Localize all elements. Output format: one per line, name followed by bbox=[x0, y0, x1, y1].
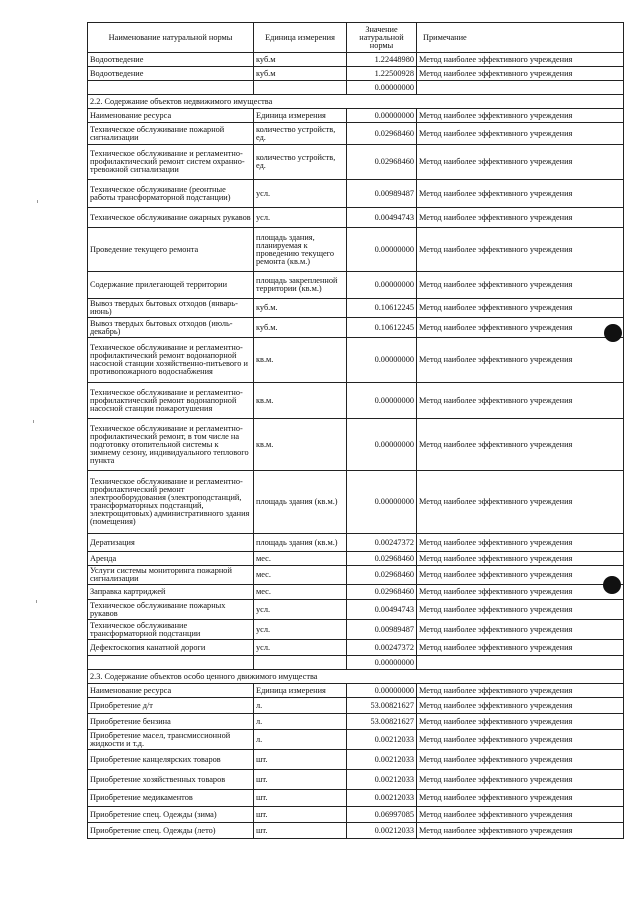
cell-note: Метод наиболее эффективного учреждения bbox=[417, 770, 624, 790]
cell-name: Техническое обслуживание пожарной сигнализации bbox=[88, 123, 254, 145]
cell-value: 0.02968460 bbox=[347, 552, 417, 566]
cell-note: Метод наиболее эффективного учреждения bbox=[417, 790, 624, 807]
cell-unit: шт. bbox=[254, 770, 347, 790]
cell-note: Метод наиболее эффективного учреждения bbox=[417, 53, 624, 67]
cell-unit: л. bbox=[254, 730, 347, 750]
cell-value: 0.00494743 bbox=[347, 600, 417, 620]
cell-name: Приобретение хозяйственных товаров bbox=[88, 770, 254, 790]
cell-note: Метод наиболее эффективного учреждения bbox=[417, 338, 624, 383]
cell-value: 0.02968460 bbox=[347, 123, 417, 145]
table-row bbox=[88, 807, 624, 823]
cell-value: 0.00000000 bbox=[347, 684, 417, 698]
section-row bbox=[88, 95, 624, 109]
cell-unit: площадь здания (кв.м.) bbox=[254, 471, 347, 534]
cell-value: 0.00212033 bbox=[347, 823, 417, 839]
cell-name: Вывоз твердых бытовых отходов (январь-июнь) bbox=[88, 299, 254, 318]
cell-name: Аренда bbox=[88, 552, 254, 566]
cell-value: 0.00000000 bbox=[347, 419, 417, 471]
cell-value: 0.00000000 bbox=[347, 338, 417, 383]
cell-name: Водоотведение bbox=[88, 67, 254, 81]
cell-unit: шт. bbox=[254, 823, 347, 839]
cell-name: Вывоз твердых бытовых отходов (июль-декабрь) bbox=[88, 318, 254, 338]
cell-name: Техническое обслуживание трансформаторной подстанции bbox=[88, 620, 254, 640]
cell-note: Метод наиболее эффективного учреждения bbox=[417, 750, 624, 770]
table-row bbox=[88, 338, 624, 383]
table-row bbox=[88, 600, 624, 620]
cell-unit: шт. bbox=[254, 807, 347, 823]
cell-value: 0.00494743 bbox=[347, 208, 417, 228]
cell-value: 0.00989487 bbox=[347, 620, 417, 640]
cell-name: Приобретение медикаментов bbox=[88, 790, 254, 807]
cell-unit: усл. bbox=[254, 208, 347, 228]
cell-value: 0.02968460 bbox=[347, 566, 417, 585]
header-name: Наименование натуральной нормы bbox=[88, 23, 254, 53]
cell-note: Метод наиболее эффективного учреждения bbox=[417, 109, 624, 123]
cell-unit: кв.м. bbox=[254, 338, 347, 383]
table-row bbox=[88, 790, 624, 807]
cell-name: Дератизация bbox=[88, 534, 254, 552]
cell-name: Приобретение д/т bbox=[88, 698, 254, 714]
cell-note: Метод наиболее эффективного учреждения bbox=[417, 145, 624, 180]
cell-note: Метод наиболее эффективного учреждения bbox=[417, 566, 624, 585]
cell-note: Метод наиболее эффективного учреждения bbox=[417, 383, 624, 419]
cell-unit: кв.м. bbox=[254, 383, 347, 419]
cell-unit: Единица измерения bbox=[254, 684, 347, 698]
table-row bbox=[88, 534, 624, 552]
cell-value: 0.02968460 bbox=[347, 585, 417, 600]
cell-value: 0.00212033 bbox=[347, 790, 417, 807]
cell-value: 0.02968460 bbox=[347, 145, 417, 180]
cell-value: 0.00000000 bbox=[347, 471, 417, 534]
cell-unit: л. bbox=[254, 698, 347, 714]
cell-value: 0.00000000 bbox=[347, 272, 417, 299]
cell-note: Метод наиболее эффективного учреждения bbox=[417, 180, 624, 208]
cell-name: Приобретение канцелярских товаров bbox=[88, 750, 254, 770]
cell-note: Метод наиболее эффективного учреждения bbox=[417, 714, 624, 730]
table-row bbox=[88, 109, 624, 123]
cell-note: Метод наиболее эффективного учреждения bbox=[417, 620, 624, 640]
cell-value: 0.00212033 bbox=[347, 770, 417, 790]
cell-note: Метод наиболее эффективного учреждения bbox=[417, 640, 624, 656]
cell-name: Техническое обслуживание пожарных рукавов bbox=[88, 600, 254, 620]
table-row bbox=[88, 730, 624, 750]
cell-note bbox=[417, 656, 624, 670]
cell-note: Метод наиболее эффективного учреждения bbox=[417, 419, 624, 471]
cell-unit: усл. bbox=[254, 640, 347, 656]
table-row bbox=[88, 566, 624, 585]
cell-name bbox=[88, 656, 254, 670]
table-row bbox=[88, 272, 624, 299]
cell-note: Метод наиболее эффективного учреждения bbox=[417, 823, 624, 839]
table-row bbox=[88, 656, 624, 670]
cell-name: Наименование ресурса bbox=[88, 684, 254, 698]
cell-value: 0.10612245 bbox=[347, 318, 417, 338]
section-title: 2.3. Содержание объектов особо ценного движимого имущества bbox=[88, 670, 624, 684]
cell-note: Метод наиболее эффективного учреждения bbox=[417, 534, 624, 552]
cell-name: Приобретение бензина bbox=[88, 714, 254, 730]
punch-hole-mark bbox=[603, 576, 621, 594]
scan-speck bbox=[33, 420, 34, 423]
table-row bbox=[88, 383, 624, 419]
cell-name: Техническое обслуживание ожарных рукавов bbox=[88, 208, 254, 228]
cell-unit: шт. bbox=[254, 750, 347, 770]
table-row bbox=[88, 67, 624, 81]
table-row bbox=[88, 640, 624, 656]
table-row bbox=[88, 53, 624, 67]
cell-name: Техническое обслуживание (реонтные работы трансформаторной подстанции) bbox=[88, 180, 254, 208]
cell-value: 0.00247372 bbox=[347, 640, 417, 656]
cell-name: Приобретение спец. Одежды (лето) bbox=[88, 823, 254, 839]
cell-value: 0.00000000 bbox=[347, 656, 417, 670]
cell-value: 0.00000000 bbox=[347, 383, 417, 419]
norms-table bbox=[87, 22, 624, 839]
table-row bbox=[88, 419, 624, 471]
scan-speck bbox=[37, 200, 38, 203]
cell-note: Метод наиболее эффективного учреждения bbox=[417, 318, 624, 338]
table-row bbox=[88, 81, 624, 95]
cell-value: 0.06997085 bbox=[347, 807, 417, 823]
cell-name: Наименование ресурса bbox=[88, 109, 254, 123]
header-note: Примечание bbox=[417, 23, 624, 53]
cell-note: Метод наиболее эффективного учреждения bbox=[417, 123, 624, 145]
cell-value: 0.00212033 bbox=[347, 750, 417, 770]
table-row bbox=[88, 180, 624, 208]
scan-speck bbox=[36, 600, 37, 603]
cell-name: Техническое обслуживание и регламентно-профилактический ремонт, в том числе на подготовку отопительной системы к зимнему сезону, индивидуального теплового пункта bbox=[88, 419, 254, 471]
cell-unit: площадь здания (кв.м.) bbox=[254, 534, 347, 552]
cell-note: Метод наиболее эффективного учреждения bbox=[417, 272, 624, 299]
cell-unit bbox=[254, 656, 347, 670]
cell-note: Метод наиболее эффективного учреждения bbox=[417, 208, 624, 228]
cell-name: Техническое обслуживание и регламентно-профилактический ремонт электрооборудования (электроподстанций, трансформаторных подстанций, электрощитовых) административного здания (помещения) bbox=[88, 471, 254, 534]
header-value: Значение натуральной нормы bbox=[347, 23, 417, 53]
cell-note: Метод наиболее эффективного учреждения bbox=[417, 299, 624, 318]
cell-unit: шт. bbox=[254, 790, 347, 807]
cell-value: 0.00212033 bbox=[347, 730, 417, 750]
table-row bbox=[88, 714, 624, 730]
cell-unit: куб.м. bbox=[254, 299, 347, 318]
cell-name: Техническое обслуживание и регламентно-профилактический ремонт водонапорной насосной станции пожаротушения bbox=[88, 383, 254, 419]
cell-unit: мес. bbox=[254, 566, 347, 585]
cell-unit bbox=[254, 81, 347, 95]
cell-note: Метод наиболее эффективного учреждения bbox=[417, 698, 624, 714]
cell-unit: куб.м. bbox=[254, 318, 347, 338]
cell-unit: л. bbox=[254, 714, 347, 730]
cell-unit: куб.м bbox=[254, 53, 347, 67]
table-row bbox=[88, 698, 624, 714]
table-row bbox=[88, 299, 624, 318]
cell-name: Водоотведение bbox=[88, 53, 254, 67]
cell-unit: куб.м bbox=[254, 67, 347, 81]
table-row bbox=[88, 750, 624, 770]
cell-unit: количество устройств, ед. bbox=[254, 145, 347, 180]
cell-value: 0.00247372 bbox=[347, 534, 417, 552]
cell-name: Услуги системы мониторинга пожарной сигнализации bbox=[88, 566, 254, 585]
cell-note: Метод наиболее эффективного учреждения bbox=[417, 684, 624, 698]
header-unit: Единица измерения bbox=[254, 23, 347, 53]
cell-name bbox=[88, 81, 254, 95]
cell-value: 0.00000000 bbox=[347, 109, 417, 123]
cell-note: Метод наиболее эффективного учреждения bbox=[417, 471, 624, 534]
cell-name: Дефектоскопия канатной дороги bbox=[88, 640, 254, 656]
table-row bbox=[88, 228, 624, 272]
cell-value: 0.00989487 bbox=[347, 180, 417, 208]
table-row bbox=[88, 145, 624, 180]
table-row bbox=[88, 770, 624, 790]
cell-note: Метод наиболее эффективного учреждения bbox=[417, 730, 624, 750]
cell-value: 1.22448980 bbox=[347, 53, 417, 67]
cell-value: 0.00000000 bbox=[347, 81, 417, 95]
cell-unit: Единица измерения bbox=[254, 109, 347, 123]
cell-unit: кв.м. bbox=[254, 419, 347, 471]
cell-note: Метод наиболее эффективного учреждения bbox=[417, 552, 624, 566]
section-title: 2.2. Содержание объектов недвижимого имущества bbox=[88, 95, 624, 109]
cell-value: 53.00821627 bbox=[347, 714, 417, 730]
cell-value: 53.00821627 bbox=[347, 698, 417, 714]
cell-note: Метод наиболее эффективного учреждения bbox=[417, 600, 624, 620]
table-row bbox=[88, 552, 624, 566]
cell-unit: усл. bbox=[254, 600, 347, 620]
cell-value: 0.10612245 bbox=[347, 299, 417, 318]
cell-unit: площадь закрепленной территории (кв.м.) bbox=[254, 272, 347, 299]
cell-name: Заправка картриджей bbox=[88, 585, 254, 600]
cell-note bbox=[417, 81, 624, 95]
cell-note: Метод наиболее эффективного учреждения bbox=[417, 807, 624, 823]
cell-unit: усл. bbox=[254, 180, 347, 208]
cell-value: 1.22500928 bbox=[347, 67, 417, 81]
table-row bbox=[88, 208, 624, 228]
table-row bbox=[88, 585, 624, 600]
cell-unit: мес. bbox=[254, 552, 347, 566]
table-row bbox=[88, 684, 624, 698]
cell-name: Приобретение спец. Одежды (зима) bbox=[88, 807, 254, 823]
cell-note: Метод наиболее эффективного учреждения bbox=[417, 228, 624, 272]
section-row bbox=[88, 670, 624, 684]
cell-name: Техническое обслуживание и регламентно-профилактический ремонт водонапорной насосной станции хозяйственно-питьевого и противопожарного водоснабжения bbox=[88, 338, 254, 383]
table-row bbox=[88, 123, 624, 145]
cell-unit: площадь здания, планируемая к проведению текущего ремонта (кв.м.) bbox=[254, 228, 347, 272]
table-row bbox=[88, 620, 624, 640]
cell-name: Содержание прилегающей территории bbox=[88, 272, 254, 299]
punch-hole-mark bbox=[604, 324, 622, 342]
cell-name: Приобретение масел, трансмиссионной жидкости и т.д. bbox=[88, 730, 254, 750]
cell-unit: количество устройств, ед. bbox=[254, 123, 347, 145]
cell-value: 0.00000000 bbox=[347, 228, 417, 272]
cell-note: Метод наиболее эффективного учреждения bbox=[417, 585, 624, 600]
table-header-row bbox=[88, 23, 624, 53]
cell-note: Метод наиболее эффективного учреждения bbox=[417, 67, 624, 81]
cell-name: Проведение текущего ремонта bbox=[88, 228, 254, 272]
cell-unit: усл. bbox=[254, 620, 347, 640]
table-row bbox=[88, 471, 624, 534]
table-row bbox=[88, 823, 624, 839]
table-row bbox=[88, 318, 624, 338]
cell-unit: мес. bbox=[254, 585, 347, 600]
cell-name: Техническое обслуживание и регламентно-профилактический ремонт систем охранно-тревожной сигнализации bbox=[88, 145, 254, 180]
